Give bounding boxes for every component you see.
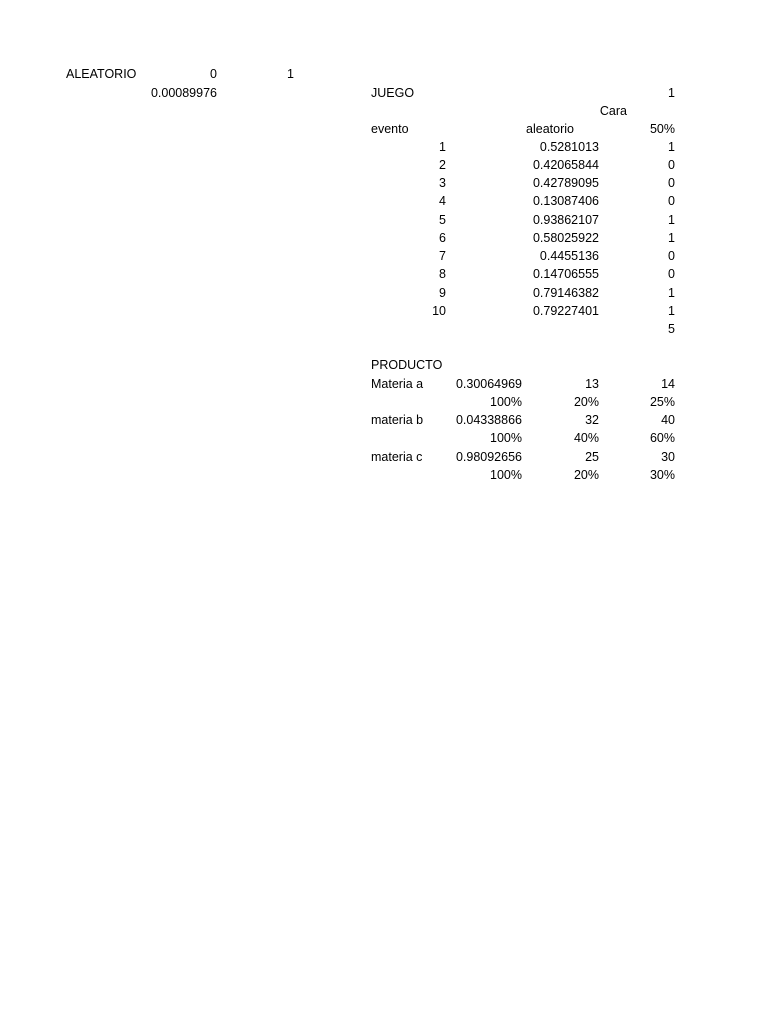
evento-cell: 9 — [439, 286, 446, 300]
materia-v1: 13 — [585, 377, 599, 391]
materia-p2: 30% — [649, 468, 675, 482]
cara-cell: 1 — [668, 213, 675, 227]
materia-v1: 25 — [585, 450, 599, 464]
materia-name: materia b — [371, 413, 424, 427]
aleatorio-cell: 0.58025922 — [532, 231, 599, 245]
aleatorio-cell: 0.79227401 — [532, 304, 599, 318]
cara-cell: 0 — [668, 176, 675, 190]
juego-cara-label: Cara — [599, 104, 627, 118]
aleatorio-label: ALEATORIO — [66, 67, 137, 81]
materia-v2: 30 — [661, 450, 675, 464]
evento-cell: 3 — [439, 176, 446, 190]
materia-name: materia c — [371, 450, 423, 464]
cara-cell: 1 — [668, 231, 675, 245]
evento-cell: 6 — [439, 231, 446, 245]
evento-cell: 2 — [439, 158, 446, 172]
cara-cell: 0 — [668, 267, 675, 281]
aleatorio-cell: 0.42065844 — [532, 158, 599, 172]
materia-p0: 100% — [490, 468, 522, 482]
aleatorio-cell: 0.4455136 — [539, 249, 599, 263]
evento-cell: 1 — [439, 140, 446, 154]
aleatorio-max: 1 — [287, 67, 294, 81]
materia-p0: 100% — [490, 395, 522, 409]
aleatorio-cell: 0.79146382 — [532, 286, 599, 300]
juego-col-aleatorio: aleatorio — [526, 122, 574, 136]
materia-p0: 100% — [490, 431, 522, 445]
materia-name: Materia a — [371, 377, 424, 391]
aleatorio-cell: 0.93862107 — [532, 213, 599, 227]
materia-value: 0.30064969 — [455, 377, 522, 391]
aleatorio-cell: 0.5281013 — [539, 140, 599, 154]
juego-col-evento: evento — [371, 122, 409, 136]
aleatorio-value: 0.00089976 — [150, 86, 217, 100]
aleatorio-cell: 0.42789095 — [532, 176, 599, 190]
evento-cell: 5 — [439, 213, 446, 227]
aleatorio-min: 0 — [210, 67, 217, 81]
aleatorio-cell: 0.14706555 — [532, 267, 599, 281]
juego-col-pct: 50% — [649, 122, 675, 136]
cara-cell: 0 — [668, 194, 675, 208]
evento-cell: 10 — [432, 304, 446, 318]
cara-cell: 0 — [668, 249, 675, 263]
materia-v2: 40 — [661, 413, 675, 427]
materia-p1: 20% — [573, 395, 599, 409]
evento-cell: 8 — [439, 267, 446, 281]
materia-v1: 32 — [585, 413, 599, 427]
materia-p1: 40% — [573, 431, 599, 445]
materia-p2: 60% — [649, 431, 675, 445]
juego-total: 5 — [668, 322, 675, 336]
juego-title: JUEGO — [371, 86, 415, 100]
producto-title: PRODUCTO — [371, 358, 443, 372]
cara-cell: 0 — [668, 158, 675, 172]
cara-cell: 1 — [668, 304, 675, 318]
materia-p2: 25% — [649, 395, 675, 409]
juego-top-value: 1 — [668, 86, 675, 100]
materia-p1: 20% — [573, 468, 599, 482]
cara-cell: 1 — [668, 286, 675, 300]
aleatorio-cell: 0.13087406 — [532, 194, 599, 208]
cara-cell: 1 — [668, 140, 675, 154]
evento-cell: 4 — [439, 194, 446, 208]
materia-value: 0.98092656 — [455, 450, 522, 464]
materia-value: 0.04338866 — [455, 413, 522, 427]
materia-v2: 14 — [661, 377, 675, 391]
evento-cell: 7 — [439, 249, 446, 263]
